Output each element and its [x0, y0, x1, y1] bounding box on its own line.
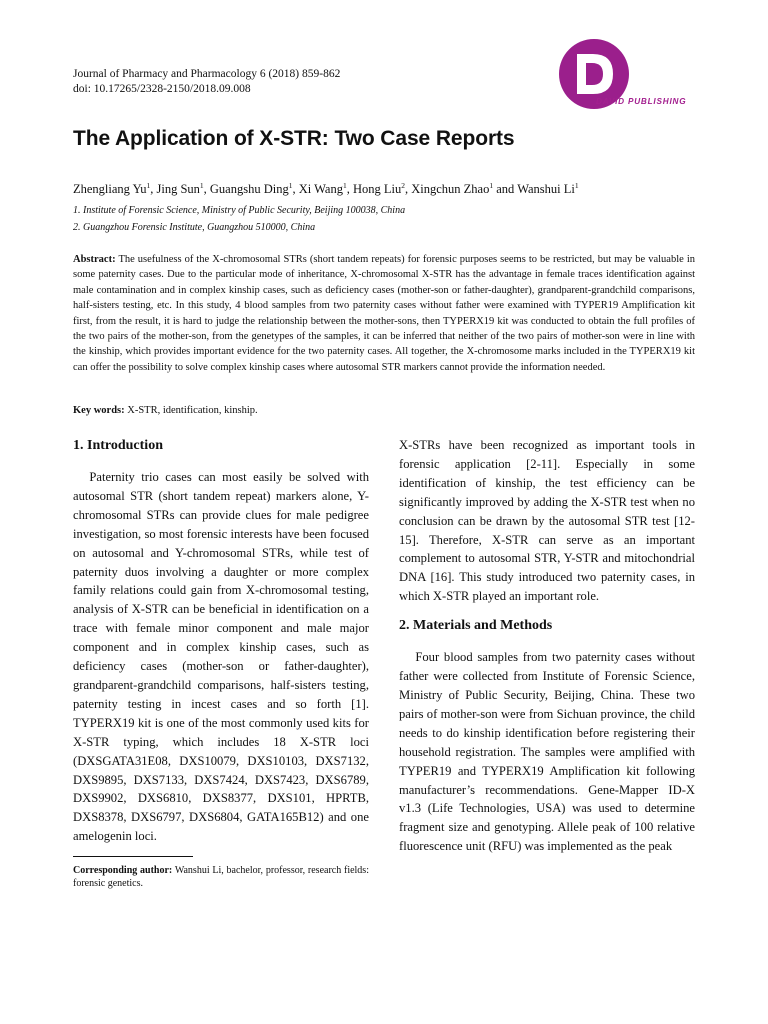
author-affiliation-mark: 1 — [574, 181, 579, 190]
author-affiliation-mark: 1 — [342, 181, 347, 190]
author-affiliation-mark: 1 — [288, 181, 293, 190]
intro-heading: 1. Introduction — [73, 438, 163, 453]
author-separator: , — [203, 182, 210, 197]
footnote — [73, 856, 369, 890]
abstract-text: The usefulness of the X-chromosomal STRs (short tandem repeats) for forensic purposes seems to be restricted, but may be valuable in some paternity cases. Due to the particular mode of inheritance, X-chromosomal X-STR has the advantage in female traces identification against male contamination and in complex kinship cases, such as deficiency cases (mother-son or father-daughter), grandparent-grandchild comparisons, half-sisters testing, etc. In this study, 4 blood samples from two paternity cases without father were examined with TYPER19 Amplification kit first, from the result, it is hard to judge the relationship between the mother-sons, then TYPERX19 kit was conducted to obtain the full profiles of the two pairs of the mother-son, from the genetypes of the samples, it can be inferred that neither of the two pairs of mother-son were in line with the kinship, which provides important evidence for the two paternity cases. All together, the X-chromosome marks included in the TYPERX19 kit can offer the possibility to solve complex kinship cases where autosomal STR markers cannot provide the information needed. — [73, 254, 695, 373]
author-name: Guangshu Ding — [209, 182, 289, 197]
abstract — [73, 252, 695, 375]
author-name: Jing Sun — [156, 182, 200, 197]
publisher-logo — [557, 38, 697, 113]
keywords-label: Key words: — [73, 405, 125, 416]
heading-gap — [399, 636, 695, 648]
author-name: Wanshui Li — [517, 182, 575, 197]
author-separator: , — [405, 182, 412, 197]
logo-text: DAVID PUBLISHING — [596, 97, 687, 106]
journal-doi: doi: 10.17265/2328-2150/2018.09.008 — [73, 83, 251, 95]
right-column — [399, 436, 695, 856]
author-name: Xi Wang — [298, 182, 343, 197]
heading-gap — [73, 456, 369, 468]
author-list — [73, 181, 579, 197]
left-column — [73, 436, 369, 846]
paper-title: The Application of X-STR: Two Case Reports — [73, 127, 515, 150]
affiliation-1: 1. Institute of Forensic Science, Ministry of Public Security, Beijing 100038, China — [73, 205, 406, 216]
abstract-label: Abstract: — [73, 254, 116, 265]
keywords-text: X-STR, identification, kinship. — [127, 405, 258, 416]
section-gap — [399, 606, 695, 616]
author-name: Xingchun Zhao — [411, 182, 490, 197]
author-separator: and — [493, 182, 518, 197]
corresponding-author-note — [73, 864, 369, 890]
methods-heading: 2. Materials and Methods — [399, 618, 553, 634]
corresponding-author-label: Corresponding author: — [73, 865, 173, 876]
author-affiliation-mark: 1 — [199, 181, 204, 190]
corresponding-author-text: Wanshui Li, bachelor, professor, research fields: forensic genetics. — [73, 865, 369, 889]
intro-paragraph-1: Paternity trio cases can most easily be solved with autosomal STR (short tandem repeat) markers alone, Y-chromosomal STRs can provide clues for male pedigree investigation, so most forensic interests have been focused on autosomal and Y-chromosomal STRs, while test of paternity duos involving a daughter or more complex family relations could gain from X-chromosomal testing, analysis of X-STR can be beneficial in identification on a trace with female minor component and male major component and in complex kinship cases, such as deficiency cases (mother-son or father-daughter), grandparent-grandchild comparisons, half-sisters testing, paternity testing in incest cases and so forth [1]. TYPERX19 kit is one of the most commonly used kits for X-STR typing, which includes 18 X-STR loci (DXSGATA31E08, DXS10079, DXS10103, DXS7132, DXS9895, DXS7133, DXS7424, DXS7423, DXS6789, DXS9902, DXS6810, DXS8377, DXS101, HPRTB, DXS8378, DXS6797, DXS6804, GATA165B12) and one amelogenin loci. — [73, 470, 369, 844]
author-separator: , — [292, 182, 299, 197]
journal-header — [73, 67, 340, 97]
author-affiliation-mark: 1 — [146, 181, 151, 190]
affiliation-2: 2. Guangzhou Forensic Institute, Guangzhou 510000, China — [73, 222, 316, 233]
author-separator: , — [346, 182, 353, 197]
author-name: Zhengliang Yu — [73, 182, 147, 197]
methods-paragraph-1: Four blood samples from two paternity cases without father were collected from Institute of Forensic Science, Ministry of Public Security, Beijing, China. These two pairs of mother-son were from Sichuan province, the child needs to do kinship identification before registering their household registration. The samples were amplified with TYPER19 and TYPERX19 Amplification kit following manufacturer’s recommendations. Gene-Mapper ID-X v1.3 (Life Technologies, USA) was used to determine fragment size and genotyping. Allele peak of 100 relative fluorescence unit (RFU) was implemented as the peak — [399, 650, 695, 854]
author-affiliation-mark: 1 — [489, 181, 494, 190]
author-affiliation-mark: 2 — [401, 181, 405, 190]
intro-paragraph-2: X-STRs have been recognized as important tools in forensic application [2-11]. Especially in some identification of kinship, the test efficiency can be significantly improved by adding the X-STR test when no conclusion can be drawn by the autosomal STR test [12-15]. Therefore, X-STR can serve as an important complement to autosomal STR, Y-STR and mitochondrial DNA [16]. This study introduced two paternity cases, in which X-STR played an important role. — [399, 438, 695, 604]
footnote-rule — [73, 856, 193, 857]
keywords — [73, 405, 258, 416]
author-name: Hong Liu — [352, 182, 402, 197]
author-separator: , — [150, 182, 157, 197]
journal-citation: Journal of Pharmacy and Pharmacology 6 (2018) 859-862 — [73, 68, 341, 80]
